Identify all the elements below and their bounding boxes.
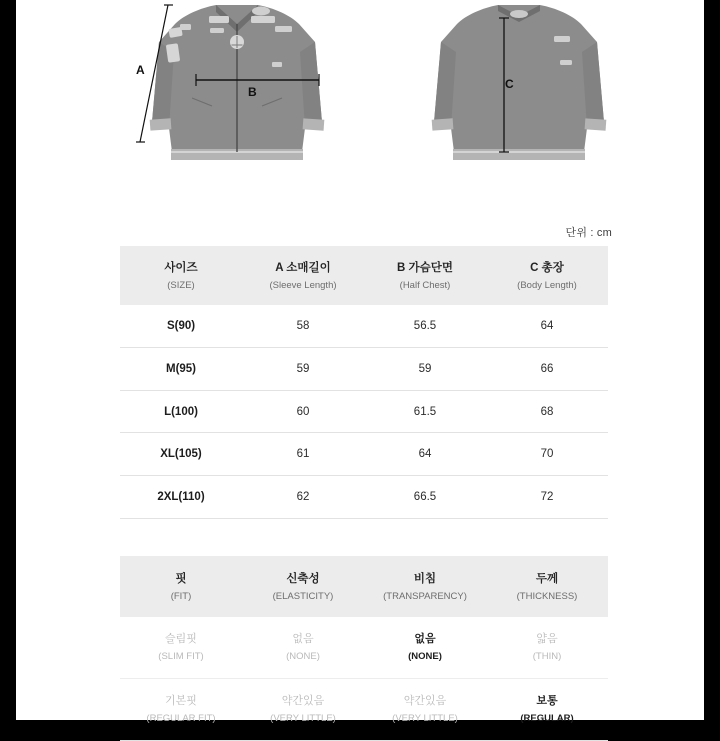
- cell-chest: 64: [364, 433, 486, 476]
- label-c: C: [505, 77, 514, 91]
- fit-cell-transparency: [364, 617, 486, 678]
- column-header-body: [486, 246, 608, 305]
- table-row: [120, 433, 608, 476]
- fit-value-en: (THIN): [532, 651, 562, 663]
- table-row: [120, 390, 608, 433]
- measurement-lines: [16, 0, 704, 200]
- fit-value-ko: 보통: [536, 695, 558, 708]
- cell-body: 66: [486, 348, 608, 391]
- header-main: 두께: [535, 573, 559, 585]
- cell-body: 72: [486, 476, 608, 519]
- fit-value-en: (REGULAR FIT): [146, 713, 216, 725]
- table-row: [120, 476, 608, 519]
- cell-chest: 59: [364, 348, 486, 391]
- column-header-transparency: [364, 556, 486, 617]
- header-main: 비침: [413, 573, 437, 585]
- cell-size: XL(105): [120, 433, 242, 476]
- fit-cell-thickness: [486, 679, 608, 741]
- cell-body: 68: [486, 390, 608, 433]
- table-row: [120, 348, 608, 391]
- cell-sleeve: 58: [242, 305, 364, 347]
- column-header-size: [120, 246, 242, 305]
- header-main: B 가슴단면: [397, 262, 453, 274]
- header-main: 신축성: [286, 573, 320, 585]
- fit-value-ko: 슬림핏: [165, 633, 197, 646]
- product-size-sheet: [16, 0, 704, 725]
- header-main: 핏: [175, 573, 187, 585]
- label-b: B: [248, 85, 257, 99]
- fit-value-en: (NONE): [286, 651, 320, 663]
- cell-size: L(100): [120, 390, 242, 433]
- cell-sleeve: 59: [242, 348, 364, 391]
- fit-cell-fit: [120, 617, 242, 678]
- table-header-row: [120, 246, 608, 305]
- fit-value-ko: 기본핏: [165, 695, 197, 708]
- header-sub: (SIZE): [167, 279, 195, 291]
- header-sub: (TRANSPARENCY): [383, 590, 467, 602]
- fit-table: [120, 556, 608, 741]
- cell-sleeve: 62: [242, 476, 364, 519]
- fit-header-row: [120, 556, 608, 617]
- cell-size: M(95): [120, 348, 242, 391]
- header-main: 사이즈: [164, 262, 198, 274]
- table-row: [120, 305, 608, 347]
- header-sub: (THICKNESS): [516, 590, 578, 602]
- header-sub: (Sleeve Length): [269, 279, 337, 291]
- size-table: [120, 246, 608, 519]
- cell-chest: 61.5: [364, 390, 486, 433]
- header-sub: (FIT): [170, 590, 192, 602]
- column-header-chest: [364, 246, 486, 305]
- cell-body: 70: [486, 433, 608, 476]
- unit-note: 단위 : cm: [565, 227, 612, 239]
- fit-value-ko: 약간있음: [403, 695, 447, 708]
- column-header-thickness: [486, 556, 608, 617]
- cell-sleeve: 61: [242, 433, 364, 476]
- header-sub: (ELASTICITY): [272, 590, 334, 602]
- header-main: C 총장: [530, 262, 564, 274]
- header-sub: (Half Chest): [399, 279, 451, 291]
- fit-cell-elasticity: [242, 617, 364, 678]
- size-table-container: [120, 246, 608, 519]
- fit-cell-transparency: [364, 679, 486, 741]
- column-header-sleeve: [242, 246, 364, 305]
- fit-cell-thickness: [486, 617, 608, 678]
- header-sub: (Body Length): [517, 279, 577, 291]
- fit-value-en: (REGULAR): [520, 713, 574, 725]
- fit-value-en: (SLIM FIT): [158, 651, 204, 663]
- fit-value-en: (NONE): [408, 651, 442, 663]
- column-header-elasticity: [242, 556, 364, 617]
- fit-cell-elasticity: [242, 679, 364, 741]
- cell-chest: 66.5: [364, 476, 486, 519]
- cell-size: 2XL(110): [120, 476, 242, 519]
- fit-value-en: (VERY LITTLE): [392, 713, 458, 725]
- fit-row: [120, 679, 608, 741]
- fit-value-ko: 약간있음: [281, 695, 325, 708]
- cell-body: 64: [486, 305, 608, 347]
- fit-value-en: (VERY LITTLE): [270, 713, 336, 725]
- fit-value-ko: 얇음: [536, 633, 558, 646]
- cell-chest: 56.5: [364, 305, 486, 347]
- fit-cell-fit: [120, 679, 242, 741]
- fit-value-ko: 없음: [292, 633, 314, 646]
- cell-sleeve: 60: [242, 390, 364, 433]
- cell-size: S(90): [120, 305, 242, 347]
- fit-table-container: [120, 556, 608, 741]
- fit-row: [120, 617, 608, 678]
- jacket-diagram: [16, 0, 704, 200]
- header-main: A 소매길이: [275, 262, 331, 274]
- fit-value-ko: 없음: [414, 633, 436, 646]
- column-header-fit: [120, 556, 242, 617]
- label-a: A: [136, 63, 145, 77]
